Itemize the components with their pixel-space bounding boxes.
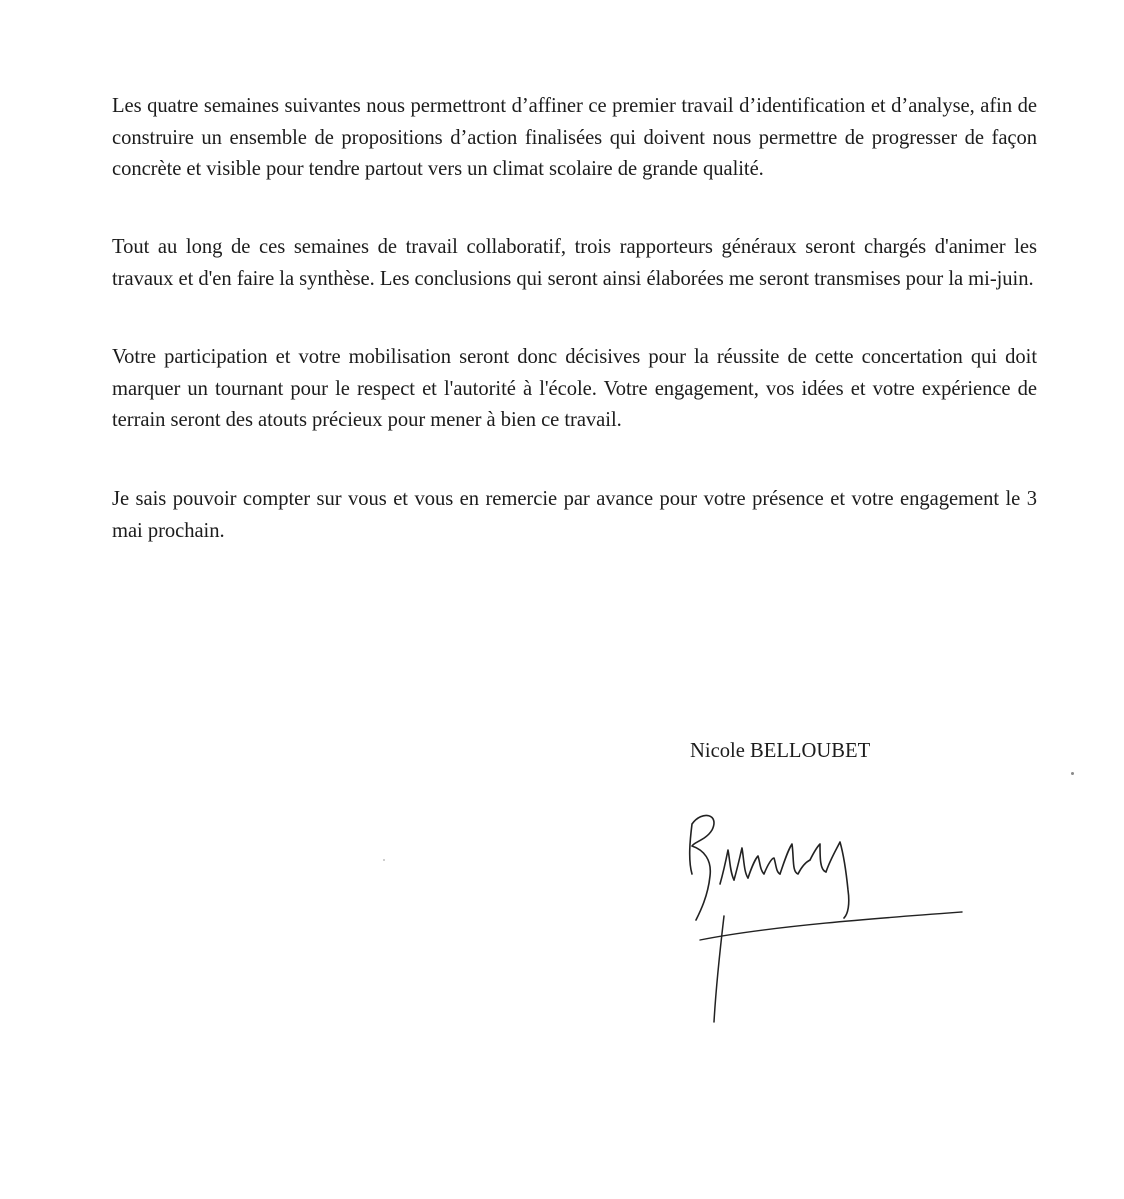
letter-paragraph-3: Votre participation et votre mobilisation seront donc décisives pour la réussite de cette concertation qui doit marquer un tournant pour le respect et l'autorité à l'école. Votre engagement, vos idées et votre expérience de terrain seront des atouts précieux pour mener à bien ce travail. <box>112 346 1037 431</box>
letter-paragraph-1: Les quatre semaines suivantes nous permettront d’affiner ce premier travail d’identification et d’analyse, afin de construire un ensemble de propositions d’action finalisées qui doivent nous permettre de progresser de façon concrète et visible pour tendre partout vers un climat scolaire de grande qualité. <box>112 95 1037 180</box>
signer-name: Nicole BELLOUBET <box>690 740 871 762</box>
scan-speck <box>1071 772 1074 775</box>
letter-paragraph-4: Je sais pouvoir compter sur vous et vous en remercie par avance pour votre présence et votre engagement le 3 mai prochain. <box>112 488 1037 542</box>
letter-paragraph-2: Tout au long de ces semaines de travail collaboratif, trois rapporteurs généraux seront chargés d'animer les travaux et d'en faire la synthèse. Les conclusions qui seront ainsi élaborées me seront transmises pour la mi-juin. <box>112 236 1037 290</box>
handwritten-signature <box>680 800 980 1030</box>
scan-speck <box>383 859 385 861</box>
